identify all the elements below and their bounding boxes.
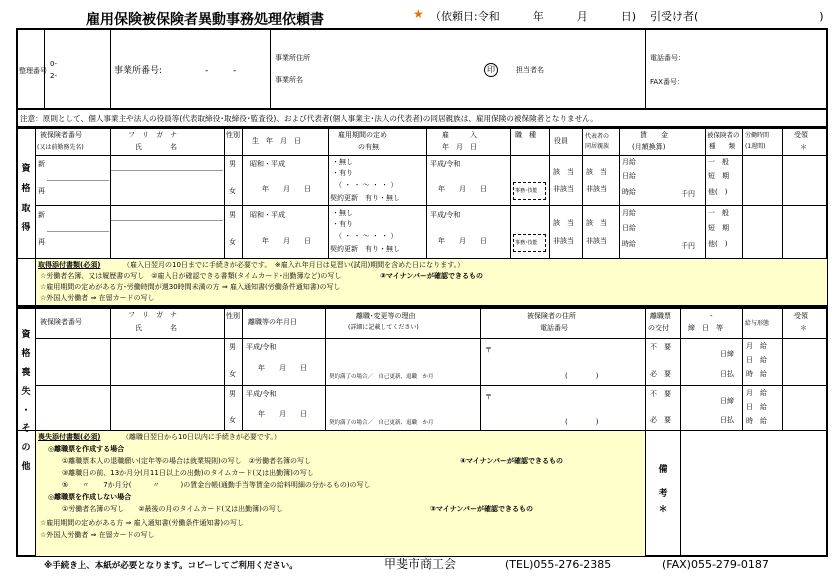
loss-row1-need[interactable]: 必 要 <box>650 370 671 378</box>
loss-row1-monthly[interactable]: 月 給 <box>746 342 767 350</box>
loss-row2-contract[interactable]: 契約満了の場合／ 自己更新、退職 か月 <box>329 420 434 426</box>
row1-hourly[interactable]: 時給 <box>622 188 636 196</box>
row1-family-yes[interactable]: 該 当 <box>586 168 607 176</box>
tel-label: 電話番号： <box>650 54 685 62</box>
row2-monthly[interactable]: 月給 <box>622 209 636 217</box>
loss-row1-payday[interactable]: 日払 <box>720 370 734 378</box>
notice-text: 注意：原則として、個人事業主や法人の役員等(代表取締役･取締役･監査役)、および代表者(個人事業主･法人の代表者)の同居親族は、雇用保険の被保険者となりません。 <box>20 114 598 123</box>
row1-new[interactable]: 新 <box>38 160 45 168</box>
row1-renew[interactable]: 契約更新 有り・無し <box>330 194 400 202</box>
page-title: 雇用保険被保険者異動事務処理依頼書 <box>86 12 324 28</box>
loss-row1-hourly[interactable]: 時 給 <box>746 370 767 378</box>
receiver: 引受け者( ) <box>650 10 824 23</box>
loss-col-furigana: フ リ ガ ナ <box>128 311 177 319</box>
request-date: （依頼日:令和 年 月 日) <box>430 10 636 23</box>
loss-row2-daily[interactable]: 日 給 <box>746 403 767 411</box>
acq-doc-1b: ③マイナンバーが確認できるもの <box>380 272 483 280</box>
row2-renew[interactable]: 契約更新 有り・無し <box>330 245 400 253</box>
row1-re[interactable]: 再 <box>38 187 45 195</box>
col-wage: 賃 金 <box>640 131 668 139</box>
acq-doc-2: ☆雇用期間の定めがある方･労働時間が週30時間未満の方 ⇒ 雇入通知書(労働条件通知書)の写し <box>40 283 341 291</box>
loss-row2-payday[interactable]: 日払 <box>720 416 734 424</box>
row2-dob-era[interactable]: 昭和・平成 <box>250 211 285 219</box>
row2-role-no[interactable]: 非該当 <box>553 237 574 245</box>
row1-monthly[interactable]: 月給 <box>622 158 636 166</box>
office-no-label: 事業所番号: <box>114 66 163 76</box>
row2-family-yes[interactable]: 該 当 <box>586 219 607 227</box>
loss-row2-female[interactable]: 女 <box>229 416 236 424</box>
ref-num-2: 2- <box>50 72 57 80</box>
loss-doc-l3: ③離職日の前、13か月分(月11日以上の出勤)のタイムカード(又は出勤簿)の写し <box>62 469 314 477</box>
loss-col-date: 離職等の年月日 <box>248 318 297 326</box>
row2-short[interactable]: 短 期 <box>708 224 729 232</box>
col-dob: 生 年 月 日 <box>252 137 301 145</box>
row2-male[interactable]: 男 <box>229 211 236 219</box>
loss-doc-l8: ☆外国人労働者 ⇒ 在留カードの写し <box>40 531 155 539</box>
loss-doc-l7: ☆雇用期間の定めがある方 ⇒ 雇入通知書(労働条件通知書)の写し <box>40 519 245 527</box>
loss-col-close-dash: - <box>710 312 713 320</box>
loss-doc-l5: ◎離職票を作成しない場合 <box>48 493 132 501</box>
loss-col-close: 締 日 等 <box>688 324 723 332</box>
acq-docs-title: 取得添付書類(必須) <box>38 261 101 269</box>
loss-row1-male[interactable]: 男 <box>229 343 236 351</box>
row2-female[interactable]: 女 <box>229 238 236 246</box>
loss-row1-noneed[interactable]: 不 要 <box>650 343 671 351</box>
row1-period-yes[interactable]: ・有り <box>332 169 353 177</box>
col-hire: 雇 入 <box>442 131 477 139</box>
remarks-label: 備 考 ＊ <box>658 465 668 516</box>
office-addr-label: 事業所住所 <box>275 54 310 62</box>
row2-hire-era[interactable]: 平成/令和 <box>430 211 461 219</box>
col-hours: 労働時間 <box>745 132 770 139</box>
loss-row2-zip: 〒 <box>485 393 492 401</box>
col-job: 職 種 <box>515 131 536 139</box>
loss-doc-l1: ◎離職票を作成する場合 <box>48 445 125 453</box>
loss-row2-need[interactable]: 必 要 <box>650 416 671 424</box>
col-type: 被保険者の <box>707 131 740 139</box>
loss-row2-era[interactable]: 平成/令和 <box>246 390 277 398</box>
loss-row1-zip: 〒 <box>485 346 492 354</box>
loss-row1-female[interactable]: 女 <box>229 370 236 378</box>
loss-col-receipt-star: ＊ <box>800 324 807 332</box>
row1-general[interactable]: 一 般 <box>708 158 729 166</box>
loss-doc-l6b: ③マイナンバーが確認できるもの <box>430 505 533 513</box>
contact-label: 担当者名 <box>516 66 544 74</box>
row1-short[interactable]: 短 期 <box>708 172 729 180</box>
loss-row2-monthly[interactable]: 月 給 <box>746 389 767 397</box>
ref-num-1: 0- <box>50 60 57 68</box>
loss-row2-noneed[interactable]: 不 要 <box>650 390 671 398</box>
col-family: 代表者の <box>585 133 610 140</box>
col-receipt: 受領 <box>794 131 808 139</box>
col-wage-2: (月額換算) <box>632 143 666 151</box>
row1-female[interactable]: 女 <box>229 187 236 195</box>
row1-jobbox[interactable]: 事務･技能 <box>513 182 546 200</box>
loss-col-receipt: 受領 <box>794 312 808 320</box>
row2-hire-date[interactable]: 年 月 日 <box>438 237 487 245</box>
loss-row2-close[interactable]: 日締 <box>720 397 734 405</box>
row2-role-yes[interactable]: 該 当 <box>553 219 574 227</box>
loss-row2-phone[interactable]: ( ) <box>565 418 599 426</box>
footer-fax: (FAX)055-279-0187 <box>662 558 769 571</box>
row1-dob-date[interactable]: 年 月 日 <box>262 185 311 193</box>
row1-period-none[interactable]: ・無し <box>332 158 353 166</box>
dash: - <box>233 66 237 76</box>
loss-col-reason-2: (詳細に記載してください) <box>348 324 419 331</box>
row1-family-no[interactable]: 非該当 <box>586 185 607 193</box>
loss-col-sep-2: の交付 <box>648 324 669 332</box>
acq-doc-3: ☆外国人労働者 ⇒ 在留カードの写し <box>40 294 155 302</box>
acq-docs-note: （雇入日翌月の10日までに手続きが必要です。 ※雇入れ年月日は見習い(試用)期間を含めた日になります。） <box>123 261 465 269</box>
loss-doc-l6: ①労働者名簿の写し ②最後の月のタイムカード(又は出勤簿)の写し <box>62 505 297 513</box>
col-furigana: フ リ ガ ナ <box>128 131 177 139</box>
col-period-2: の有無 <box>358 143 379 151</box>
row1-yen: 千円 <box>681 190 695 198</box>
ref-label: 整理番号 <box>19 67 47 75</box>
footer-tel: (TEL)055-276-2385 <box>505 558 612 571</box>
row1-other[interactable]: 他( ) <box>708 188 728 196</box>
loss-col-name: 氏 名 <box>135 324 177 332</box>
row2-yen: 千円 <box>681 242 695 250</box>
loss-doc-l4: ⑤ 〃 7か月分( 〃 )の賃金台帳(通勤手当等賃金の給料明細の分かるもの)の写し <box>62 481 371 489</box>
row1-dob-era[interactable]: 昭和・平成 <box>250 160 285 168</box>
loss-col-phone: 電話番号 <box>540 324 568 332</box>
loss-row2-hourly[interactable]: 時 給 <box>746 417 767 425</box>
row2-period-yes[interactable]: ・有り <box>332 220 353 228</box>
loss-row1-daily[interactable]: 日 給 <box>746 356 767 364</box>
row1-hire-era[interactable]: 平成/令和 <box>430 160 461 168</box>
col-family-2: 同居親族 <box>585 143 610 150</box>
col-name: 氏 名 <box>135 143 177 151</box>
loss-row2-male[interactable]: 男 <box>229 390 236 398</box>
loss-docs-title: 喪失添付書類(必須) <box>38 433 101 441</box>
office-name-label: 事業所名 <box>275 76 303 84</box>
seal-icon: 印 <box>484 63 498 77</box>
row1-period-range[interactable]: （ ・ ・ ～ ・ ・ ） <box>335 181 398 189</box>
row2-hourly[interactable]: 時給 <box>622 240 636 248</box>
loss-col-pay: 給与形態 <box>745 320 770 327</box>
loss-col-reason: 離職･変更等の理由 <box>356 312 416 320</box>
col-hours-2: (1週間) <box>745 143 766 150</box>
star-icon: ★ <box>413 7 424 21</box>
row2-period-range[interactable]: （ ・ ・ ～ ・ ・ ） <box>335 232 398 240</box>
footer-org: 甲斐市商工会 <box>384 557 457 571</box>
col-receipt-star: ＊ <box>800 143 807 151</box>
loss-row1-era[interactable]: 平成/令和 <box>246 343 277 351</box>
row1-hire-date[interactable]: 年 月 日 <box>438 185 487 193</box>
loss-col-insured-no: 被保険者番号 <box>40 318 82 326</box>
loss-row1-close[interactable]: 日締 <box>720 350 734 358</box>
row2-dob-date[interactable]: 年 月 日 <box>262 237 311 245</box>
col-prev-employer: (又は前勤務先名) <box>37 144 84 151</box>
row2-jobbox[interactable]: 事務･技能 <box>513 234 546 252</box>
loss-col-sex: 性別 <box>226 312 240 320</box>
row2-family-no[interactable]: 非該当 <box>586 237 607 245</box>
loss-doc-l2: ①離職票本人の退職願い(定年等の場合は就業規則)の写し ②労働者名簿の写し <box>62 457 319 465</box>
row2-daily[interactable]: 日給 <box>622 224 636 232</box>
loss-side-label: 資 格 喪 失 ・ の 他 <box>21 330 31 473</box>
loss-docs-note: （離職日翌日から10日以内に手続きが必要です。） <box>122 433 281 441</box>
col-sex: 性別 <box>226 131 240 139</box>
loss-doc-l2b: ④マイナンバーが確認できるもの <box>460 457 563 465</box>
row2-new[interactable]: 新 <box>38 211 45 219</box>
acq-side-label: 資 格 取 得 <box>21 164 31 234</box>
loss-row1-date[interactable]: 年 月 日 <box>258 364 307 372</box>
dash: - <box>205 66 209 76</box>
col-hire-2: 年 月 日 <box>442 143 477 151</box>
row1-role-yes[interactable]: 該 当 <box>553 168 574 176</box>
row2-re[interactable]: 再 <box>38 238 45 246</box>
loss-col-address: 被保険者の住所 <box>527 312 576 320</box>
footer-note: ※手続き上、本紙が必要となります。コピーしてご利用ください。 <box>44 561 298 571</box>
row2-period-none[interactable]: ・無し <box>332 209 353 217</box>
col-type-2: 種 類 <box>709 142 735 150</box>
row1-daily[interactable]: 日給 <box>622 172 636 180</box>
row1-role-no[interactable]: 非該当 <box>553 185 574 193</box>
fax-label: FAX番号： <box>650 78 684 86</box>
loss-col-sep: 離職票 <box>650 312 671 320</box>
loss-row1-contract[interactable]: 契約満了の場合／ 自己更新、退職 か月 <box>329 374 434 380</box>
row2-other[interactable]: 他( ) <box>708 240 728 248</box>
row1-male[interactable]: 男 <box>229 160 236 168</box>
loss-row2-date[interactable]: 年 月 日 <box>258 410 307 418</box>
row2-general[interactable]: 一 般 <box>708 209 729 217</box>
col-period: 雇用期間の定め <box>338 131 387 139</box>
loss-row1-phone[interactable]: ( ) <box>565 372 599 380</box>
col-role: 役員 <box>554 137 568 145</box>
acq-doc-1: ☆労働者名簿、又は履歴書の写し ②雇入日が確認できる書類(タイムカード･出勤簿など)の写し <box>40 272 349 280</box>
col-insured-no: 被保険者番号 <box>40 131 82 139</box>
